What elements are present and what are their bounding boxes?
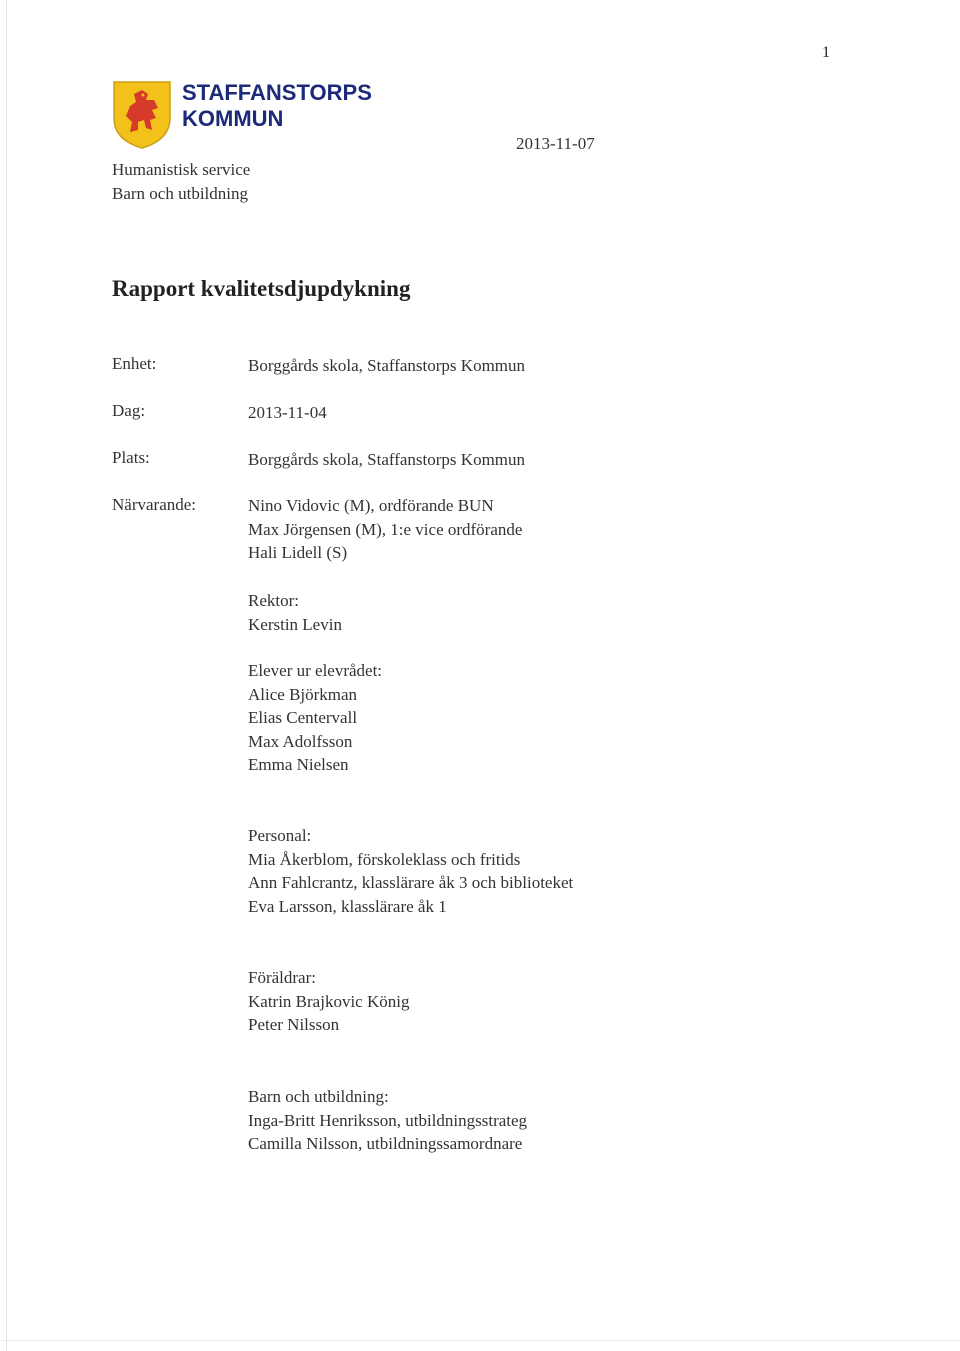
- list-item: Camilla Nilsson, utbildningssamordnare: [248, 1134, 523, 1154]
- section-heading: Personal:: [248, 826, 312, 845]
- elever-section: [248, 659, 382, 777]
- department-line-2: Barn och utbildning: [112, 184, 248, 203]
- list-item: Emma Nielsen: [248, 755, 349, 775]
- org-name-line-2: KOMMUN: [182, 106, 284, 131]
- foraldrar-section: [248, 966, 409, 1037]
- enhet-value: Borggårds skola, Staffanstorps Kommun: [248, 356, 526, 375]
- list-item: Mia Åkerblom, förskoleklass och fritids: [248, 849, 521, 869]
- rektor-section: [248, 589, 342, 636]
- page-number: 1: [822, 44, 830, 61]
- narvarande-label: Närvarande:: [112, 495, 197, 514]
- document-title: Rapport kvalitetsdjupdykning: [112, 276, 411, 301]
- section-heading: Elever ur elevrådet:: [248, 661, 383, 680]
- list-item: Alice Björkman: [248, 684, 358, 704]
- list-item: Eva Larsson, klasslärare åk 1: [248, 896, 447, 916]
- section-heading: Barn och utbildning:: [248, 1087, 389, 1106]
- personal-section: [248, 824, 573, 918]
- section-heading: Föräldrar:: [248, 968, 316, 987]
- list-item: Peter Nilsson: [248, 1015, 340, 1035]
- list-item: Hali Lidell (S): [248, 543, 348, 563]
- list-item: Nino Vidovic (M), ordförande BUN: [248, 496, 494, 515]
- page-edge: [6, 0, 7, 1351]
- page-edge-bottom: [0, 1340, 960, 1341]
- list-item: Inga-Britt Henriksson, utbildningsstrateg: [248, 1110, 528, 1130]
- department: [112, 158, 250, 206]
- dag-value: 2013-11-04: [248, 403, 327, 422]
- document-date: 2013-11-07: [516, 134, 595, 153]
- list-item: Katrin Brajkovic König: [248, 991, 410, 1011]
- plats-value: Borggårds skola, Staffanstorps Kommun: [248, 450, 526, 469]
- organization-name: [182, 80, 372, 132]
- list-item: Kerstin Levin: [248, 614, 342, 634]
- dag-label: Dag:: [112, 401, 146, 420]
- plats-label: Plats:: [112, 448, 150, 467]
- department-line-1: Humanistisk service: [112, 160, 251, 179]
- list-item: Max Adolfsson: [248, 731, 353, 751]
- politicians-list: [248, 494, 522, 565]
- list-item: Elias Centervall: [248, 708, 358, 728]
- list-item: Ann Fahlcrantz, klasslärare åk 3 och biblioteket: [248, 873, 574, 893]
- municipality-crest-icon: [110, 78, 174, 150]
- section-heading: Rektor:: [248, 591, 299, 610]
- org-name-line-1: STAFFANSTORPS: [182, 80, 372, 105]
- list-item: Max Jörgensen (M), 1:e vice ordförande: [248, 519, 523, 539]
- enhet-label: Enhet:: [112, 354, 157, 373]
- barn-och-utbildning-section: [248, 1085, 527, 1156]
